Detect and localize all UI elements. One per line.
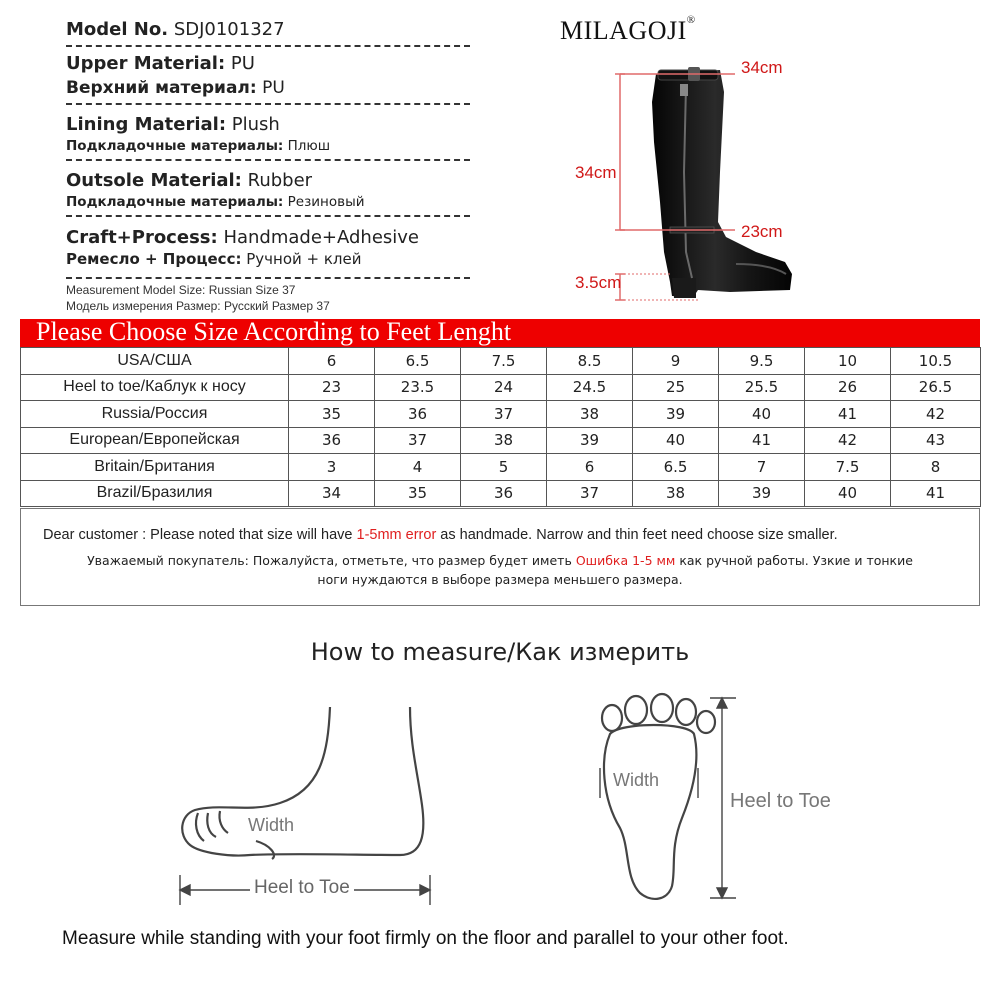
size-row [21, 401, 981, 428]
size-cell: 39 [547, 427, 633, 454]
spec-label-ru: Подкладочные материалы: [66, 194, 284, 210]
size-cell: 6 [547, 454, 633, 481]
size-cell: 23.5 [375, 374, 461, 401]
spec-label-ru: Подкладочные материалы: [66, 138, 284, 154]
size-cell: 7.5 [805, 454, 891, 481]
size-cell: 4 [375, 454, 461, 481]
size-cell: 35 [375, 480, 461, 507]
size-cell: 41 [719, 427, 805, 454]
size-cell: 9.5 [719, 348, 805, 375]
size-cell: 41 [805, 401, 891, 428]
size-cell: 43 [891, 427, 981, 454]
registered-mark: ® [686, 14, 696, 26]
size-cell: 10.5 [891, 348, 981, 375]
side-width-label: Width [248, 815, 295, 835]
top-circumference-label: 34cm [741, 58, 783, 77]
spec-row-outsole [66, 161, 470, 217]
boot-shape [652, 70, 792, 296]
size-row-label: European/Европейская [21, 427, 289, 454]
size-cell: 25 [633, 374, 719, 401]
heel-height-label: 3.5cm [575, 273, 622, 292]
side-heel-to-toe-label: Heel to Toe [250, 877, 354, 899]
size-row-label: USA/СШA [21, 348, 289, 375]
size-cell: 39 [719, 480, 805, 507]
size-cell: 41 [891, 480, 981, 507]
size-row [21, 374, 981, 401]
spec-label-ru: Верхний материал: [66, 78, 257, 98]
size-cell: 37 [547, 480, 633, 507]
how-to-measure-title: How to measure/Как измерить [310, 638, 690, 666]
size-cell: 26 [805, 374, 891, 401]
spec-row-upper [66, 47, 470, 105]
brand-name: MILAGOJI [560, 16, 687, 45]
size-cell: 23 [289, 374, 375, 401]
spec-label-ru: Ремесло + Процесс: [66, 250, 242, 268]
size-cell: 7.5 [461, 348, 547, 375]
size-cell: 37 [461, 401, 547, 428]
size-cell: 39 [633, 401, 719, 428]
size-row [21, 348, 981, 375]
spec-value-ru: Ручной + клей [246, 250, 362, 268]
notice-english: Dear customer : Please noted that size will have 1-5mm error as handmade. Narrow and thin feet need choose size smaller. [43, 527, 838, 543]
size-row [21, 480, 981, 507]
toe-4 [676, 699, 696, 725]
boot-heel [672, 278, 696, 298]
spec-value: SDJ0101327 [173, 19, 285, 40]
size-cell: 9 [633, 348, 719, 375]
size-cell: 34 [289, 480, 375, 507]
spec-value: Handmade+Adhesive [223, 227, 419, 248]
size-cell: 40 [805, 480, 891, 507]
notice-russian: Уважаемый покупатель: Пожалуйста, отметьте, что размер будет иметь Ошибка 1-5 мм как ручной работы. Узкие и тонкие [87, 553, 913, 568]
size-cell: 38 [633, 480, 719, 507]
size-cell: 25.5 [719, 374, 805, 401]
size-cell: 35 [289, 401, 375, 428]
size-cell: 40 [633, 427, 719, 454]
spec-value: Rubber [247, 170, 313, 191]
spec-value: PU [230, 53, 255, 74]
size-row-label: Britain/Британия [21, 454, 289, 481]
size-cell: 37 [375, 427, 461, 454]
spec-row-lining [66, 105, 470, 161]
size-cell: 8 [891, 454, 981, 481]
size-cell: 6.5 [375, 348, 461, 375]
spec-value-ru: PU [262, 78, 285, 98]
zipper-pull [680, 84, 688, 96]
size-row-label: Heel to toe/Каблук к носу [21, 374, 289, 401]
size-cell: 7 [719, 454, 805, 481]
size-row [21, 454, 981, 481]
top-heel-to-toe-label: Heel to Toe [730, 790, 831, 812]
spec-value-ru: Резиновый [287, 194, 365, 210]
size-cell: 26.5 [891, 374, 981, 401]
spec-value: Plush [231, 114, 280, 135]
spec-label: Lining Material: [66, 114, 227, 135]
toe-5 [697, 711, 715, 733]
shaft-height-label: 34cm [575, 163, 617, 182]
spec-label: Model No. [66, 19, 169, 40]
toe-3 [651, 694, 673, 722]
sole-outline [604, 725, 696, 899]
notice-russian-line2: ноги нуждаются в выборе размера меньшего размера. [317, 572, 683, 587]
spec-label: Craft+Process: [66, 227, 218, 248]
size-cell: 6.5 [633, 454, 719, 481]
brand-logo [560, 16, 696, 46]
size-row-label: Brazil/Бразилия [21, 480, 289, 507]
spec-label: Outsole Material: [66, 170, 242, 191]
size-cell: 42 [891, 401, 981, 428]
size-cell: 24 [461, 374, 547, 401]
size-cell: 24.5 [547, 374, 633, 401]
error-range-highlight: 1-5mm error [356, 527, 437, 543]
measure-instruction: Measure while standing with your foot firmly on the floor and parallel to your other foot. [62, 928, 789, 949]
size-cell: 38 [547, 401, 633, 428]
measurement-model-size: Measurement Model Size: Russian Size 37 [66, 283, 296, 297]
size-cell: 3 [289, 454, 375, 481]
size-row-label: Russia/Россия [21, 401, 289, 428]
size-chart-title: Please Choose Size According to Feet Lenght [36, 317, 512, 346]
error-range-highlight-ru: Ошибка 1-5 мм [575, 553, 676, 568]
size-cell: 5 [461, 454, 547, 481]
ankle-circumference-label: 23cm [741, 222, 783, 241]
size-cell: 36 [461, 480, 547, 507]
spec-row-model [66, 10, 470, 47]
size-cell: 8.5 [547, 348, 633, 375]
size-cell: 40 [719, 401, 805, 428]
toe-2 [625, 696, 647, 724]
size-cell: 10 [805, 348, 891, 375]
foot-outline [182, 707, 423, 856]
spec-label: Upper Material: [66, 53, 226, 74]
size-chart-banner [20, 319, 980, 347]
size-notice-box [20, 508, 980, 606]
size-cell: 38 [461, 427, 547, 454]
size-cell: 36 [375, 401, 461, 428]
size-chart-table [20, 347, 981, 507]
size-cell: 6 [289, 348, 375, 375]
size-cell: 42 [805, 427, 891, 454]
toe-1 [602, 705, 622, 731]
spec-row-craft [66, 217, 470, 279]
measurement-model-size-ru: Модель измерения Размер: Русский Размер 37 [66, 299, 330, 313]
spec-value-ru: Плюш [287, 138, 331, 154]
size-row [21, 427, 981, 454]
top-width-label: Width [613, 770, 660, 790]
size-cell: 36 [289, 427, 375, 454]
